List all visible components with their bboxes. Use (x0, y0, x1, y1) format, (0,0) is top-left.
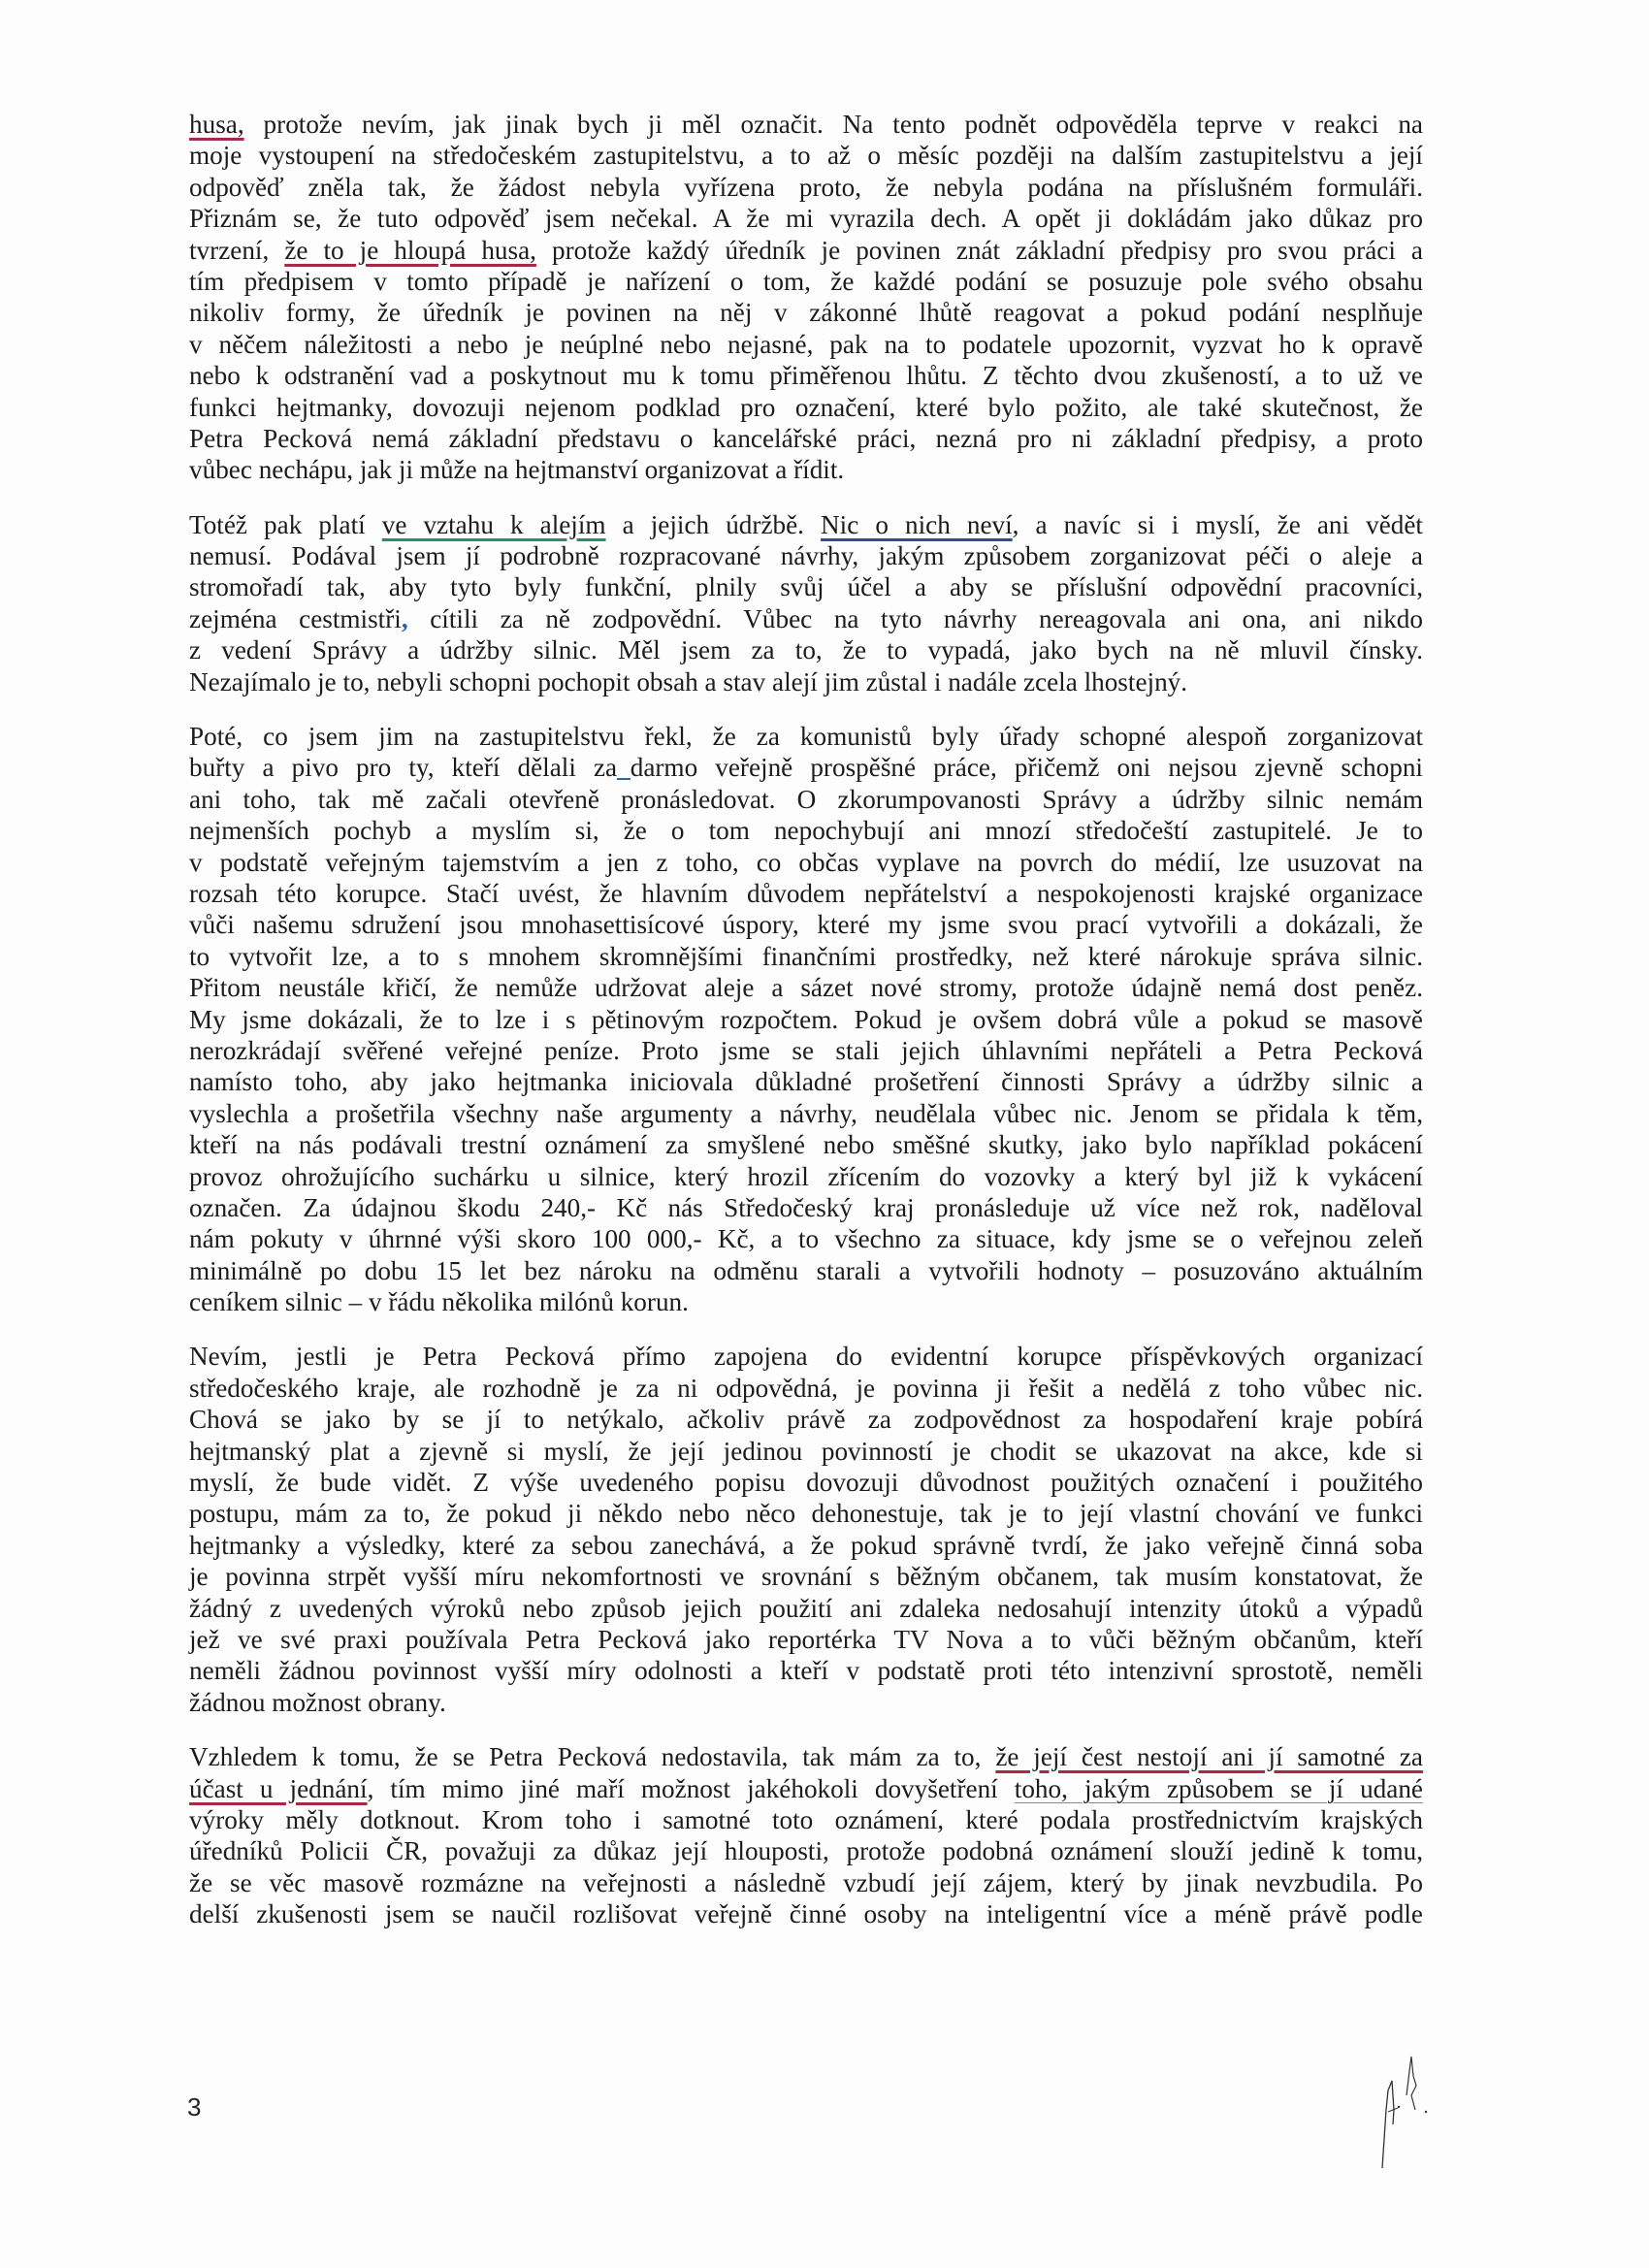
text-line (189, 634, 1423, 665)
underlined-phrase-teal: ve vztahu k alejím (381, 509, 606, 539)
text-line (189, 1835, 1423, 1866)
text-run: vůči našemu sdružení jsou mnohasettisícové úspory, které my jsme svou prací vytvořili a dokázali, že (189, 910, 1423, 940)
text-run: provoz ohrožujícího suchárku u silnice, který hrozil zřícením do vozovky a který byl již k vykácení (189, 1161, 1423, 1191)
text-line (189, 235, 1423, 266)
paragraph (189, 1341, 1423, 1718)
text-line (189, 784, 1423, 815)
text-run: Přiznám se, že tuto odpověď jsem nečekal. A že mi vyrazila dech. A opět ji dokládám jako důkaz pro (189, 204, 1423, 234)
text-run: Nezajímalo je to, nebyli schopni pochopit obsah a stav alejí jim zůstal i nadále zcela lhostejný. (189, 666, 1188, 697)
text-line (189, 1624, 1423, 1655)
text-run: delší zkušenosti jsem se naučil rozlišovat veřejně činné osoby na inteligentní více a méně právě podle (189, 1899, 1423, 1929)
text-line (189, 360, 1423, 391)
text-run: vyslechla a prošetřila všechny naše argumenty a návrhy, neudělala vůbec nic. Jenom se přidala k těm, (189, 1098, 1423, 1128)
text-run: darmo veřejně prospěšné práce, přičemž oni nejsou zjevně schopni (630, 753, 1423, 783)
text-run: označen. Za údajnou škodu 240,- Kč nás Středočeský kraj pronásleduje už více než rok, naděloval (189, 1192, 1423, 1222)
text-run: nikoliv formy, že úředník je povinen na něj v zákonné lhůtě reagovat a pokud podání nesplňuje (189, 298, 1423, 328)
text-line (189, 909, 1423, 940)
text-run: je povinna strpět vyšší míru nekomfortnosti ve srovnání s běžným občanem, tak musím konstatovat, že (189, 1562, 1423, 1592)
text-run: úředníků Policii ČR, považuji za důkaz její hlouposti, protože podobná oznámení slouží jedině k tomu, (189, 1836, 1423, 1866)
text-run: buřty a pivo pro ty, kteří dělali za (189, 753, 618, 783)
text-run: Petra Pecková nemá základní představu o kancelářské práci, nezná pro ni základní předpisy, a proto (189, 423, 1423, 453)
text-run: namísto toho, aby jako hejtmanka iniciovala důkladné prošetření činnosti Správy a údržby silnic a (189, 1067, 1423, 1097)
text-run: odpověď zněla tak, že žádost nebyla vyřízena proto, že nebyla podána na příslušném formuláři. (189, 172, 1423, 202)
text-run: protože nevím, jak jinak bych ji měl označit. Na tento podnět odpověděla teprve v reakci na (243, 110, 1423, 139)
text-line (189, 454, 1423, 485)
text-line (189, 1035, 1423, 1066)
text-run: tím předpisem v tomto případě je nařízení o tom, že každé podání se posuzuje pole svého obsahu (189, 266, 1423, 296)
text-run: kteří na nás podávali trestní oznámení za smyšlené nebo směšné skutky, jako bylo například pokácení (189, 1130, 1423, 1160)
text-run: protože každý úředník je povinen znát základní předpisy pro svou práci a (535, 235, 1423, 265)
text-line (189, 1286, 1423, 1317)
text-run: myslí, že bude vidět. Z výše uvedeného popisu dovozuji důvodnost použitých označení i použitého (189, 1468, 1423, 1498)
text-line (189, 392, 1423, 423)
text-line (189, 752, 1423, 783)
text-run: žádný z uvedených výroků nebo způsob jejich použití ani zdaleka nedosahují intenzity útoků a výpadů (189, 1593, 1423, 1623)
text-run: Nevím, jestli je Petra Pecková přímo zapojena do evidentní korupce příspěvkových organizací (189, 1342, 1423, 1372)
text-run: minimálně po dobu 15 let bez nároku na odměnu starali a vytvořili hodnoty – posuzováno aktuálním (189, 1255, 1423, 1285)
text-run: vůbec nechápu, jak ji může na hejtmanství organizovat a řídit. (189, 455, 845, 485)
text-run: rozsah této korupce. Stačí uvést, že hlavním důvodem nepřátelství a nespokojenosti krajské organizace (189, 878, 1423, 908)
underlined-phrase-gray: toho, jakým způsobem se jí udané (1014, 1773, 1423, 1803)
text-run: Totéž pak platí (189, 509, 382, 539)
text-run: a jejich údržbě. (605, 509, 822, 539)
text-run: ani toho, tak mě začali otevřeně pronásledovat. O zkorumpovanosti Správy a údržby silnic nemám (189, 784, 1423, 814)
text-run: v podstatě veřejným tajemstvím a jen z toho, co občas vyplave na povrch do médií, lze usuzovat na (189, 847, 1423, 877)
text-line (189, 1004, 1423, 1035)
text-line (189, 540, 1423, 571)
text-run: cítili za ně zodpovědní. Vůbec na tyto návrhy nereagovala ani ona, ani nikdo (407, 603, 1423, 633)
handwritten-ink-mark: _ (617, 753, 630, 783)
text-line (189, 203, 1423, 234)
text-line (189, 1561, 1423, 1592)
text-run: moje vystoupení na středočeském zastupitelstvu, a to až o měsíc později na dalším zastupitelstvu a její (189, 141, 1423, 171)
underlined-phrase-blue: Nic o nich neví (821, 509, 1013, 539)
text-line (189, 941, 1423, 972)
underlined-phrase-red: že to je hloupá husa, (284, 235, 536, 265)
text-line (189, 1741, 1423, 1772)
text-run: jež ve své praxi používala Petra Pecková jako reportérka TV Nova a to vůči běžným občanům, kteří (189, 1624, 1423, 1654)
text-line (189, 603, 1423, 634)
text-line (189, 1804, 1423, 1835)
text-line (189, 1161, 1423, 1192)
text-run: hejtmanky a výsledky, které za sebou zanechává, a že pokud správně tvrdí, že jako veřejně činná soba (189, 1530, 1423, 1560)
text-line (189, 509, 1423, 540)
underlined-phrase-red: účast u jednání (189, 1773, 368, 1803)
text-run: neměli žádnou povinnost vyšší míry odolnosti a kteří v podstatě proti této intenzivní sprostotě, neměli (189, 1656, 1423, 1686)
text-line (189, 266, 1423, 297)
text-run: ceníkem silnic – v řádu několika milónů korun. (189, 1287, 689, 1317)
text-line (189, 571, 1423, 602)
text-line (189, 297, 1423, 328)
text-line (189, 1593, 1423, 1624)
text-line (189, 1255, 1423, 1286)
text-line (189, 1373, 1423, 1404)
handwritten-ink-mark: , (401, 603, 408, 633)
text-line (189, 1404, 1423, 1435)
text-line (189, 1436, 1423, 1467)
text-line (189, 972, 1423, 1003)
text-run: středočeského kraje, ale rozhodně je za ni odpovědná, je povinna ji řešit a nedělá z toho vůbec nic. (189, 1373, 1423, 1403)
text-run: nejmenších pochyb a myslím si, že o tom nepochybují ani mnozí středočeští zastupitelé. Je to (189, 816, 1423, 846)
paragraph (189, 721, 1423, 1317)
text-line (189, 109, 1423, 140)
text-run: postupu, mám za to, že pokud ji někdo nebo něco dehonestuje, tak je to její vlastní chování ve funkci (189, 1499, 1423, 1529)
text-line (189, 666, 1423, 697)
text-line (189, 1341, 1423, 1372)
text-line (189, 1192, 1423, 1223)
text-run: nám pokuty v úhrnné výši skoro 100 000,- Kč, a to všechno za situace, kdy jsme se o veřejnou zeleň (189, 1224, 1423, 1254)
text-line (189, 1867, 1423, 1898)
text-run: výroky měly dotknout. Krom toho i samotné toto oznámení, které podala prostřednictvím krajských (189, 1804, 1423, 1834)
text-run: že se věc masově rozmázne na veřejnosti a následně vzbudí její zájem, který by jinak nevzbudila. Po (189, 1867, 1423, 1897)
document-body (189, 109, 1423, 1953)
text-line (189, 1066, 1423, 1097)
text-run: z vedení Správy a údržby silnic. Měl jsem za to, že to vypadá, jako bych na ně mluvil čínsky. (189, 635, 1423, 665)
signature-initials-icon (1373, 2052, 1440, 2173)
paragraph (189, 509, 1423, 697)
text-line (189, 1223, 1423, 1254)
text-line (189, 140, 1423, 171)
underlined-phrase-red: že její čest nestojí ani jí samotné za (995, 1742, 1423, 1772)
text-line (189, 878, 1423, 909)
text-run: to vytvořit lze, a to s mnohem skromnějšími finančními prostředky, než které nárokuje správa silnic. (189, 941, 1423, 971)
text-run: hejtmanský plat a zjevně si myslí, že její jedinou povinností je chodit se ukazovat na akce, kde si (189, 1436, 1423, 1466)
text-run: Vzhledem k tomu, že se Petra Pecková nedostavila, tak mám za to, (189, 1742, 996, 1772)
underlined-phrase-red: husa, (189, 110, 244, 139)
text-run: Poté, co jsem jim na zastupitelstvu řekl, že za komunistů byly úřady schopné alespoň zorganizovat (189, 722, 1423, 752)
text-run: , tím mimo jiné maří možnost jakéhokoli dovyšetření (367, 1773, 1015, 1803)
paragraph (189, 1741, 1423, 1929)
text-line (189, 1530, 1423, 1561)
text-run: nerozkrádají svěřené veřejné peníze. Proto jsme se stali jejich úhlavními nepřáteli a Petra Pecková (189, 1035, 1423, 1065)
page-number: 3 (187, 2092, 202, 2122)
text-line (189, 1098, 1423, 1129)
text-line (189, 1655, 1423, 1686)
text-line (189, 815, 1423, 846)
text-run: v něčem náležitosti a nebo je neúplné nebo nejasné, pak na to podatele upozornit, vyzvat ho k opravě (189, 329, 1423, 359)
text-line (189, 1898, 1423, 1929)
text-run: nemusí. Podával jsem jí podrobně rozpracované návrhy, jakým způsobem zorganizovat péči o aleje a (189, 541, 1423, 571)
text-line (189, 1129, 1423, 1160)
text-run: stromořadí tak, aby tyto byly funkční, plnily svůj účel a aby se příslušní odpovědní pracovníci, (189, 572, 1423, 602)
text-run: Přitom neustále křičí, že nemůže udržovat aleje a sázet nové stromy, protože údajně nemá dost peněz. (189, 973, 1423, 1003)
text-run: zejména cestmistři (189, 603, 402, 633)
text-line (189, 1687, 1423, 1718)
text-run: My jsme dokázali, že to lze i s pětinovým rozpočtem. Pokud je ovšem dobrá vůle a pokud se masově (189, 1004, 1423, 1034)
text-run: funkci hejtmanky, dovozuji nejenom podklad pro označení, které bylo požito, ale také skutečnost, že (189, 392, 1423, 422)
text-line (189, 1773, 1423, 1804)
text-line (189, 423, 1423, 454)
text-run: nebo k odstranění vad a poskytnout mu k tomu přiměřenou lhůtu. Z těchto dvou zkušeností, a to už ve (189, 361, 1423, 391)
text-line (189, 1498, 1423, 1529)
text-line (189, 329, 1423, 360)
text-line (189, 847, 1423, 878)
text-line (189, 1467, 1423, 1498)
text-run: žádnou možnost obrany. (189, 1687, 446, 1717)
text-run: Chová se jako by se jí to netýkalo, ačkoliv právě za zodpovědnost za hospodaření kraje pobírá (189, 1405, 1423, 1435)
text-run: tvrzení, (189, 235, 285, 265)
text-line (189, 172, 1423, 203)
text-run: , a navíc si i myslí, že ani vědět (1012, 509, 1423, 539)
paragraph (189, 109, 1423, 486)
text-line (189, 721, 1423, 752)
